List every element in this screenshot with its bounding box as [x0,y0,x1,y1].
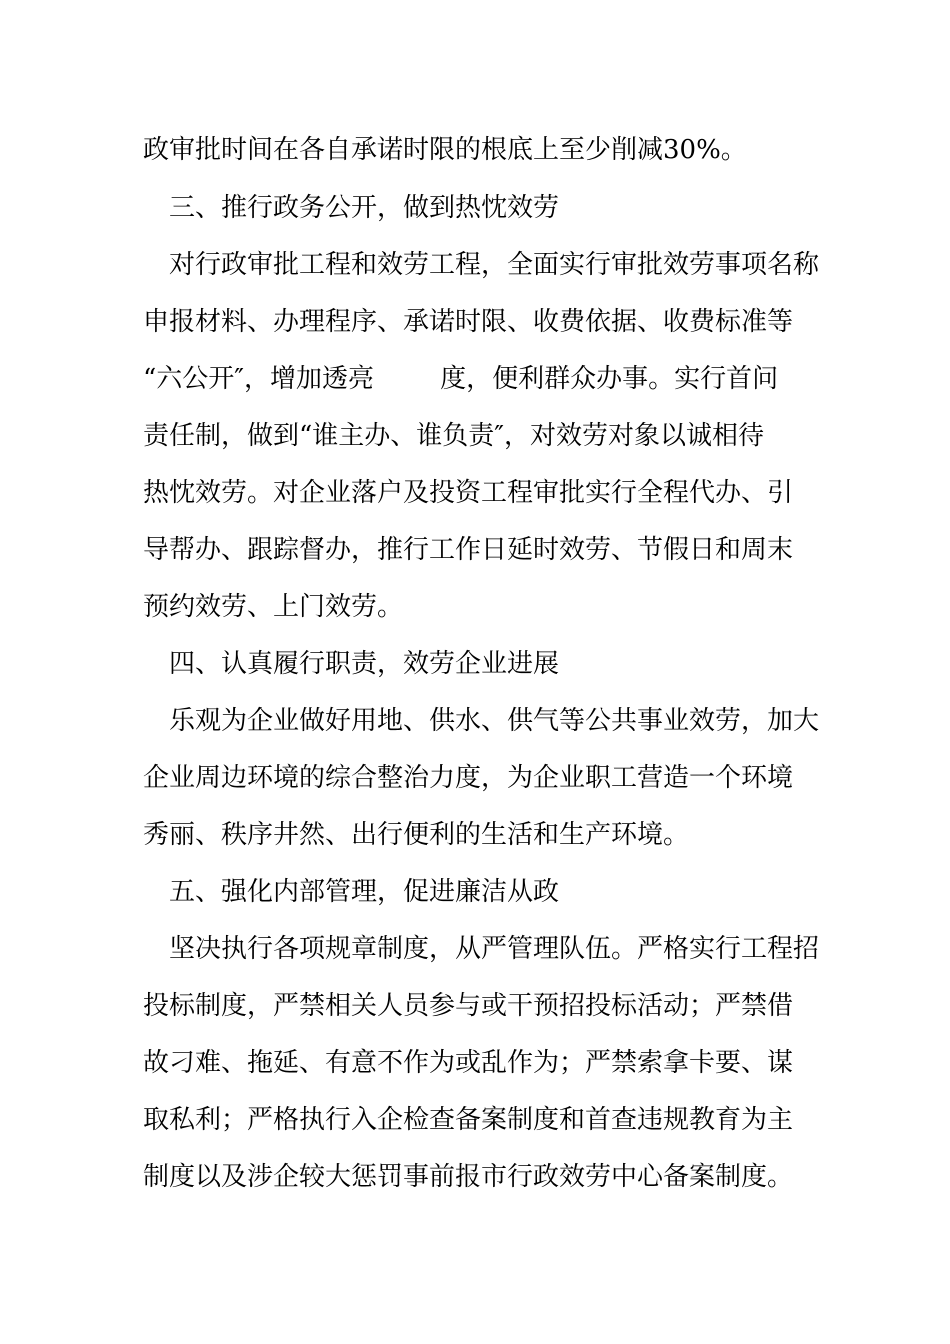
paragraph-line: 制度以及涉企较大惩罚事前报市行政效劳中心备案制度。 [143,1162,794,1192]
section-heading-5: 五、强化内部管理，促进廉洁从政 [169,877,560,907]
paragraph-line: 申报材料、办理程序、承诺时限、收费依据、收费标准等 [143,307,794,337]
section-heading-3: 三、推行政务公开，做到热忱效劳 [169,193,560,223]
paragraph-line: 预约效劳、上门效劳。 [143,592,404,622]
paragraph-line: 取私利；严格执行入企检查备案制度和首查违规教育为主 [143,1105,794,1135]
paragraph-line: 导帮办、跟踪督办，推行工作日延时效劳、节假日和周末 [143,535,794,565]
paragraph-line: 秀丽、秩序井然、出行便利的生活和生产环境。 [143,820,690,850]
text-line-continuation: 政审批时间在各自承诺时限的根底上至少削减30%。 [143,135,747,165]
paragraph-line: 热忱效劳。对企业落户及投资工程审批实行全程代办、引 [143,478,794,508]
paragraph-line: 故刁难、拖延、有意不作为或乱作为；严禁索拿卡要、谋 [143,1048,794,1078]
paragraph-line: 责任制，做到“谁主办、谁负责″，对效劳对象以诚相待 [143,421,765,451]
paragraph-line: 乐观为企业做好用地、供水、供气等公共事业效劳，加大 [169,706,820,736]
paragraph-line: 坚决执行各项规章制度，从严管理队伍。严格实行工程招 [169,934,820,964]
paragraph-line: 企业周边环境的综合整治力度，为企业职工营造一个环境 [143,763,794,793]
paragraph-line: “六公开″，增加透亮 度，便利群众办事。实行首问 [143,364,779,394]
paragraph-line: 对行政审批工程和效劳工程，全面实行审批效劳事项名称 [169,250,820,280]
paragraph-line: 投标制度，严禁相关人员参与或干预招投标活动；严禁借 [143,991,794,1021]
section-heading-4: 四、认真履行职责，效劳企业进展 [169,649,560,679]
